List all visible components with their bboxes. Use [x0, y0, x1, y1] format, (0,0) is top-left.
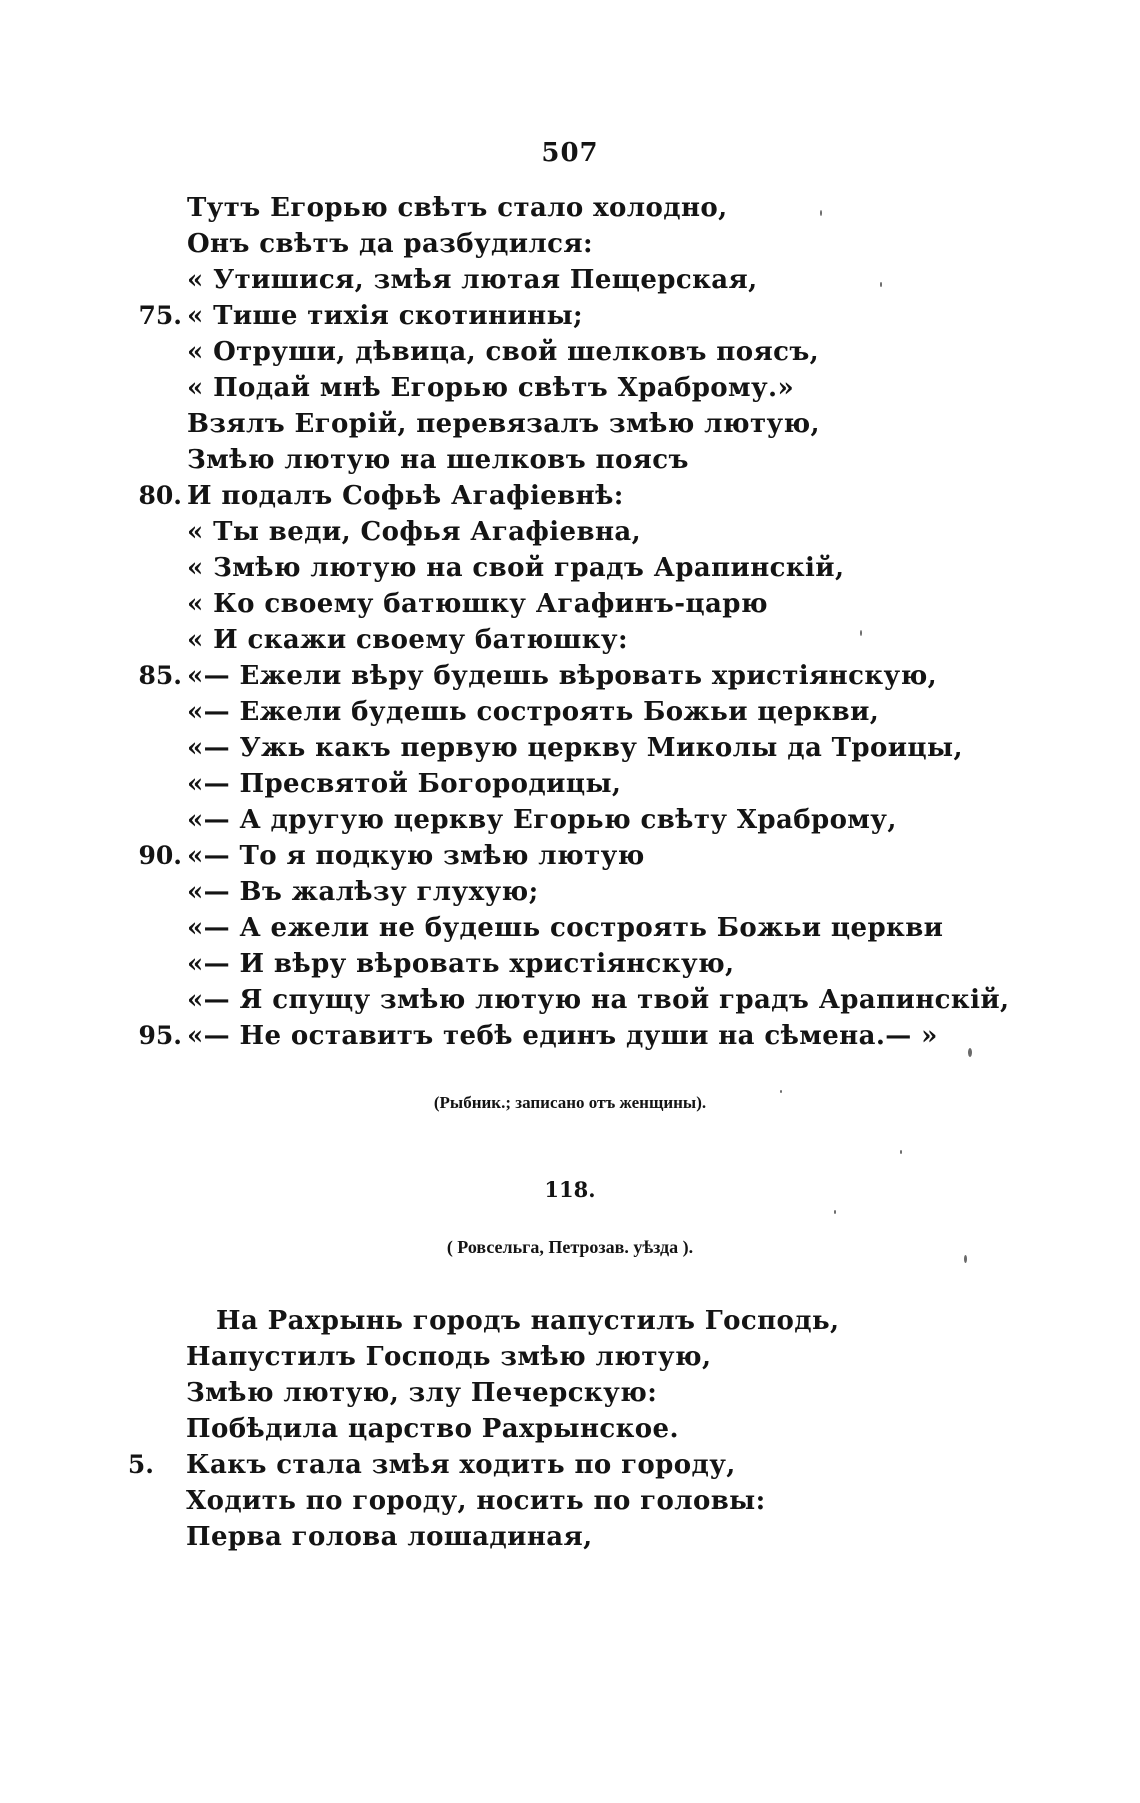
poem-line	[0, 226, 1140, 262]
poem-line	[0, 298, 1140, 334]
line-text: «— Ежели вѣру будешь вѣровать христіянскую,	[187, 661, 938, 691]
poem-line	[0, 1303, 1140, 1339]
poem-line	[0, 1519, 1140, 1555]
line-number: 5.	[127, 1450, 154, 1479]
line-number: 90.	[138, 841, 182, 870]
poem-line	[0, 370, 1140, 406]
poem-line	[0, 550, 1140, 586]
line-text: Змѣю лютую на шелковъ поясъ	[187, 445, 689, 475]
line-text: « И скажи своему батюшку:	[187, 625, 628, 655]
song-number: 118.	[544, 1177, 596, 1202]
line-text: «— Не оставитъ тебѣ единъ души на сѣмена.— »	[187, 1021, 938, 1051]
line-text: « Подай мнѣ Егорью свѣтъ Храброму.»	[187, 373, 795, 403]
line-text: На Рахрынь городъ напустилъ Господь,	[216, 1306, 840, 1336]
line-text: И подалъ Софьѣ Агафіевнѣ:	[187, 481, 624, 511]
poem-line	[0, 442, 1140, 478]
song-location: ( Ровсельга, Петрозав. уѣзда ).	[446, 1237, 694, 1257]
poem-line	[0, 946, 1140, 982]
poem-line	[0, 910, 1140, 946]
line-text: «— Въ жалѣзу глухую;	[187, 877, 539, 907]
poem-line	[0, 730, 1140, 766]
poem-line	[0, 838, 1140, 874]
line-text: « Ты веди, Софья Агафіевна,	[187, 517, 642, 547]
poem-line	[0, 1447, 1140, 1483]
line-text: Напустилъ Господь змѣю лютую,	[186, 1342, 712, 1372]
line-text: Тутъ Егорью свѣтъ стало холодно,	[187, 193, 728, 223]
poem-continued	[0, 190, 1140, 1054]
line-text: « Тише тихія скотинины;	[187, 301, 584, 331]
line-text: « Змѣю лютую на свой градъ Арапинскій,	[187, 553, 845, 583]
poem-line	[0, 982, 1140, 1018]
line-text: Побѣдила царство Рахрынское.	[186, 1414, 679, 1444]
line-number: 85.	[138, 661, 182, 690]
poem-line	[0, 514, 1140, 550]
line-number: 95.	[138, 1021, 182, 1050]
line-text: «— Ужь какъ первую церкву Миколы да Троицы,	[187, 733, 963, 763]
poem-line	[0, 406, 1140, 442]
line-text: «— А другую церкву Егорью свѣту Храброму,	[187, 805, 897, 835]
poem-line	[0, 766, 1140, 802]
line-text: Онъ свѣтъ да разбудился:	[187, 229, 593, 259]
poem-line	[0, 802, 1140, 838]
poem-line	[0, 262, 1140, 298]
poem-line	[0, 694, 1140, 730]
poem-line	[0, 1411, 1140, 1447]
line-text: «— А ежели не будешь состроять Божьи церкви	[187, 913, 944, 943]
poem-line	[0, 1375, 1140, 1411]
poem-line	[0, 334, 1140, 370]
line-text: «— То я подкую змѣю лютую	[187, 841, 645, 871]
poem-line	[0, 874, 1140, 910]
poem-line	[0, 586, 1140, 622]
source-note: (Рыбник.; записано отъ женщины).	[433, 1093, 707, 1112]
poem-line	[0, 478, 1140, 514]
line-text: Ходить по городу, носить по головы:	[186, 1486, 766, 1516]
line-text: « Утишися, змѣя лютая Пещерская,	[187, 265, 758, 295]
poem-line	[0, 622, 1140, 658]
poem-line	[0, 1483, 1140, 1519]
line-text: « Отруши, дѣвица, свой шелковъ поясъ,	[187, 337, 820, 367]
poem-line	[0, 1339, 1140, 1375]
line-text: Взялъ Егорій, перевязалъ змѣю лютую,	[187, 409, 821, 439]
line-text: « Ко своему батюшку Агафинъ-царю	[187, 589, 768, 619]
poem-line	[0, 190, 1140, 226]
line-text: «— Пресвятой Богородицы,	[187, 769, 622, 799]
line-text: Перва голова лошадиная,	[186, 1522, 593, 1552]
poem-line	[0, 658, 1140, 694]
line-number: 75.	[138, 301, 182, 330]
line-text: «— Я спущу змѣю лютую на твой градъ Арапинскій,	[187, 985, 1010, 1015]
line-text: Какъ стала змѣя ходить по городу,	[186, 1450, 736, 1480]
line-number: 80.	[138, 481, 182, 510]
line-text: «— И вѣру вѣровать христіянскую,	[187, 949, 735, 979]
line-text: Змѣю лютую, злу Печерскую:	[186, 1378, 658, 1408]
page-number: 507	[541, 138, 599, 168]
line-text: «— Ежели будешь состроять Божьи церкви,	[187, 697, 880, 727]
poem-new	[0, 1303, 1140, 1555]
